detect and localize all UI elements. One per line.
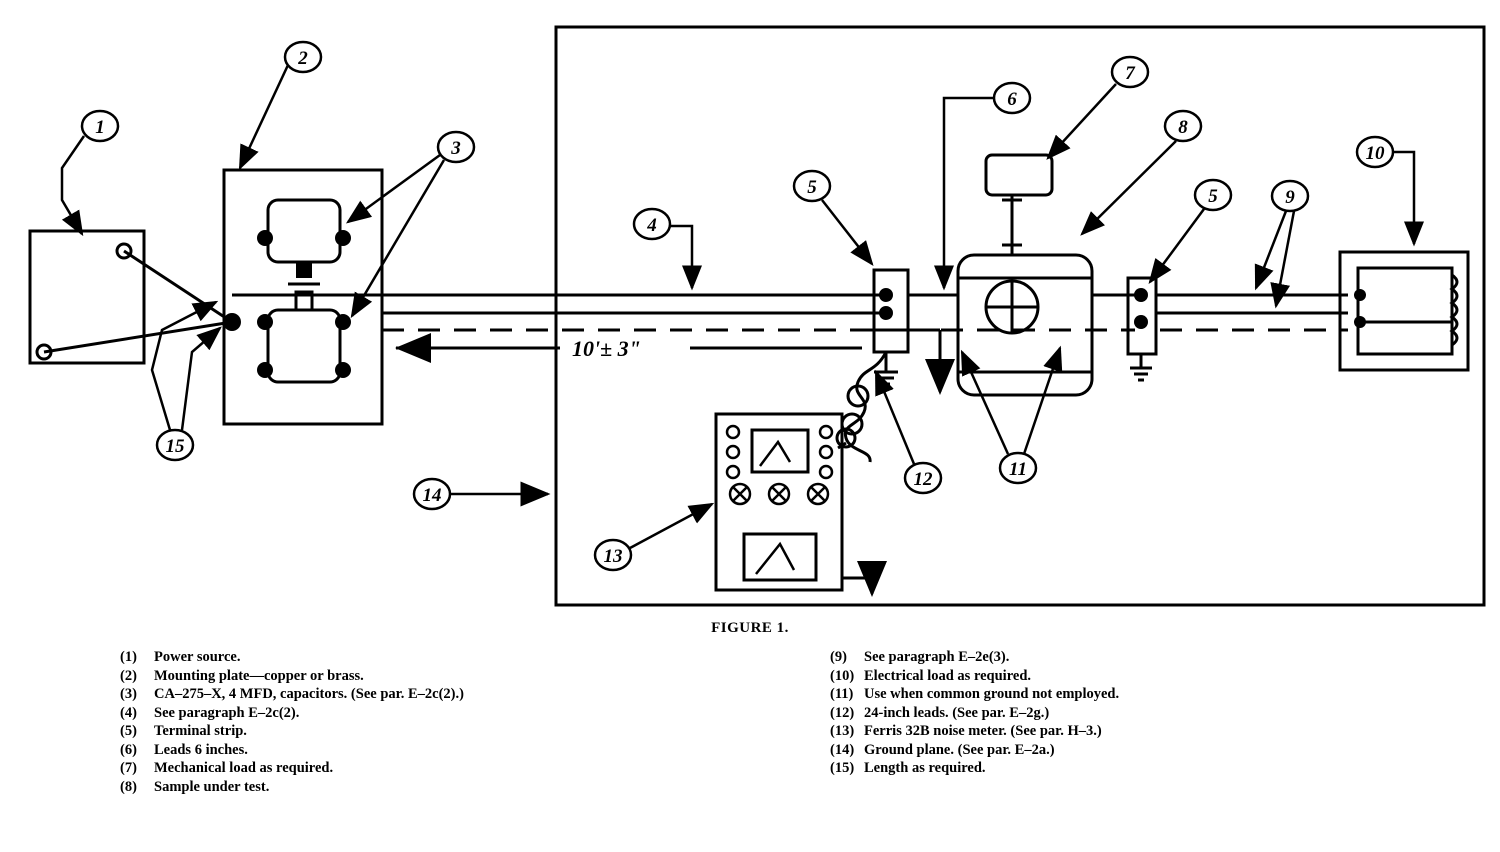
capacitor-upper-lug-left bbox=[257, 230, 273, 246]
legend-text: See paragraph E–2c(2). bbox=[154, 704, 300, 721]
callout-1-label: 1 bbox=[95, 117, 105, 138]
callout-5b-label: 5 bbox=[1208, 186, 1218, 207]
legend-text: Ferris 32B noise meter. (See par. H–3.) bbox=[864, 723, 1102, 739]
callout-9-label: 9 bbox=[1285, 187, 1295, 208]
legend-number: (4) bbox=[120, 704, 137, 721]
callout-2-leader bbox=[240, 65, 288, 168]
electrical-load-inner bbox=[1358, 268, 1452, 354]
callout-13-leader bbox=[630, 504, 712, 548]
legend-number: (1) bbox=[120, 649, 137, 665]
callout-11-leader-a bbox=[962, 352, 1008, 454]
legend-item bbox=[830, 722, 1390, 741]
capacitor-lower-lug-left2 bbox=[257, 362, 273, 378]
callout-5b-leader bbox=[1150, 209, 1204, 282]
load-node-upper bbox=[1354, 289, 1366, 301]
legend-item bbox=[120, 741, 680, 760]
noise-meter-jack-4 bbox=[820, 426, 832, 438]
terminal-left-node-lower bbox=[879, 306, 893, 320]
legend-number: (11) bbox=[830, 686, 854, 702]
legend-item bbox=[120, 759, 680, 778]
legend-item bbox=[120, 704, 680, 723]
capacitor-lower-lug-right bbox=[335, 314, 351, 330]
legend-number: (8) bbox=[120, 778, 137, 795]
callout-15-label: 15 bbox=[165, 436, 185, 457]
legend-item bbox=[120, 648, 680, 667]
legend-item bbox=[830, 648, 1390, 667]
capacitor-lower bbox=[268, 310, 340, 382]
callout-8-label: 8 bbox=[1178, 117, 1188, 138]
ground-plane-rect bbox=[556, 27, 1484, 605]
legend-number: (15) bbox=[830, 760, 855, 776]
legend-text: CA–275–X, 4 MFD, capacitors. (See par. E–2c(2).) bbox=[154, 686, 464, 702]
callout-12-leader bbox=[876, 372, 914, 464]
legend-text: Mechanical load as required. bbox=[154, 760, 334, 776]
legend-text: See paragraph E–2e(3). bbox=[864, 649, 1010, 665]
callout-12-label: 12 bbox=[913, 469, 933, 490]
callout-6-label: 6 bbox=[1007, 89, 1017, 110]
callout-7-label: 7 bbox=[1125, 63, 1135, 84]
callout-14-label: 14 bbox=[422, 485, 442, 506]
callout-11-leader-b bbox=[1024, 348, 1060, 454]
callout-7-leader bbox=[1048, 84, 1116, 158]
callout-2-label: 2 bbox=[298, 48, 308, 69]
noise-meter-jack-1 bbox=[727, 426, 739, 438]
mounting-plate bbox=[224, 170, 382, 424]
callout-1-leader bbox=[62, 136, 84, 234]
legend-number: (5) bbox=[120, 723, 137, 739]
legend-text: Sample under test. bbox=[154, 778, 270, 795]
legend-text: Electrical load as required. bbox=[864, 667, 1032, 684]
legend-text: Mounting plate—copper or brass. bbox=[154, 667, 364, 684]
legend-item bbox=[120, 722, 680, 741]
legend-column-left bbox=[120, 648, 680, 796]
callout-13-label: 13 bbox=[603, 546, 623, 567]
callout-9-leader-b bbox=[1276, 211, 1294, 306]
callout-3-label: 3 bbox=[451, 138, 461, 159]
legend-item bbox=[830, 685, 1390, 704]
callout-8-leader bbox=[1082, 141, 1176, 234]
noise-meter-jack-3 bbox=[727, 466, 739, 478]
legend-number: (14) bbox=[830, 741, 855, 758]
legend bbox=[120, 648, 1420, 796]
legend-text: Use when common ground not employed. bbox=[864, 686, 1120, 702]
legend-item bbox=[830, 704, 1390, 723]
mechanical-load-block bbox=[986, 155, 1052, 195]
capacitor-upper-stud bbox=[296, 262, 312, 278]
noise-meter-knobs bbox=[730, 484, 828, 504]
legend-number: (13) bbox=[830, 723, 855, 739]
callout-5-leader bbox=[822, 200, 872, 264]
legend-number: (3) bbox=[120, 686, 137, 702]
legend-text: Length as required. bbox=[864, 760, 986, 776]
callout-5-label: 5 bbox=[807, 177, 817, 198]
legend-number: (9) bbox=[830, 649, 847, 665]
legend-column-right bbox=[830, 648, 1390, 796]
legend-item bbox=[120, 667, 680, 686]
power-source-box bbox=[30, 231, 144, 363]
legend-item bbox=[830, 759, 1390, 778]
callout-4-label: 4 bbox=[647, 215, 657, 236]
legend-text: Terminal strip. bbox=[154, 723, 247, 739]
capacitor-lower-lug-left bbox=[257, 314, 273, 330]
dimension-label: 10'± 3" bbox=[572, 336, 641, 361]
sample-under-test-body bbox=[958, 255, 1092, 395]
legend-item bbox=[120, 685, 680, 704]
legend-number: (10) bbox=[830, 667, 855, 684]
capacitor-lower-lug-right2 bbox=[335, 362, 351, 378]
callout-15-leader-b bbox=[182, 328, 220, 430]
legend-text: Ground plane. (See par. E–2a.) bbox=[864, 741, 1055, 758]
noise-meter-lower-display bbox=[744, 534, 816, 580]
noise-meter-jack-5 bbox=[820, 446, 832, 458]
legend-number: (7) bbox=[120, 760, 137, 776]
terminal-right-node-upper bbox=[1134, 288, 1148, 302]
legend-text: Leads 6 inches. bbox=[154, 741, 248, 758]
legend-text: 24-inch leads. (See par. E–2g.) bbox=[864, 704, 1050, 721]
noise-meter-jack-2 bbox=[727, 446, 739, 458]
callout-3-leader-lower bbox=[352, 160, 444, 316]
capacitor-upper bbox=[268, 200, 340, 262]
noise-meter-lower-needle bbox=[756, 544, 794, 574]
legend-item bbox=[830, 667, 1390, 686]
callout-11-label: 11 bbox=[1009, 459, 1027, 480]
legend-text: Power source. bbox=[154, 649, 241, 665]
figure-caption-text: FIGURE 1. bbox=[711, 620, 789, 636]
callout-4-leader bbox=[670, 226, 692, 288]
callout-10-leader bbox=[1393, 152, 1414, 244]
legend-number: (6) bbox=[120, 741, 137, 758]
legend-number: (2) bbox=[120, 667, 137, 684]
callout-10-label: 10 bbox=[1365, 143, 1385, 164]
capacitor-upper-lug-right bbox=[335, 230, 351, 246]
terminal-right-node-lower bbox=[1134, 315, 1148, 329]
terminal-left-node-upper bbox=[879, 288, 893, 302]
legend-number: (12) bbox=[830, 704, 855, 721]
ground-symbol-right bbox=[1130, 368, 1152, 380]
noise-meter-ground-lead bbox=[842, 578, 872, 594]
legend-item bbox=[120, 778, 680, 797]
noise-meter-upper-needle bbox=[760, 442, 790, 466]
figure-caption bbox=[0, 620, 1500, 637]
noise-meter-jack-6 bbox=[820, 466, 832, 478]
power-lead-lower bbox=[44, 322, 232, 352]
power-lead-upper bbox=[124, 251, 232, 322]
legend-item bbox=[830, 741, 1390, 760]
